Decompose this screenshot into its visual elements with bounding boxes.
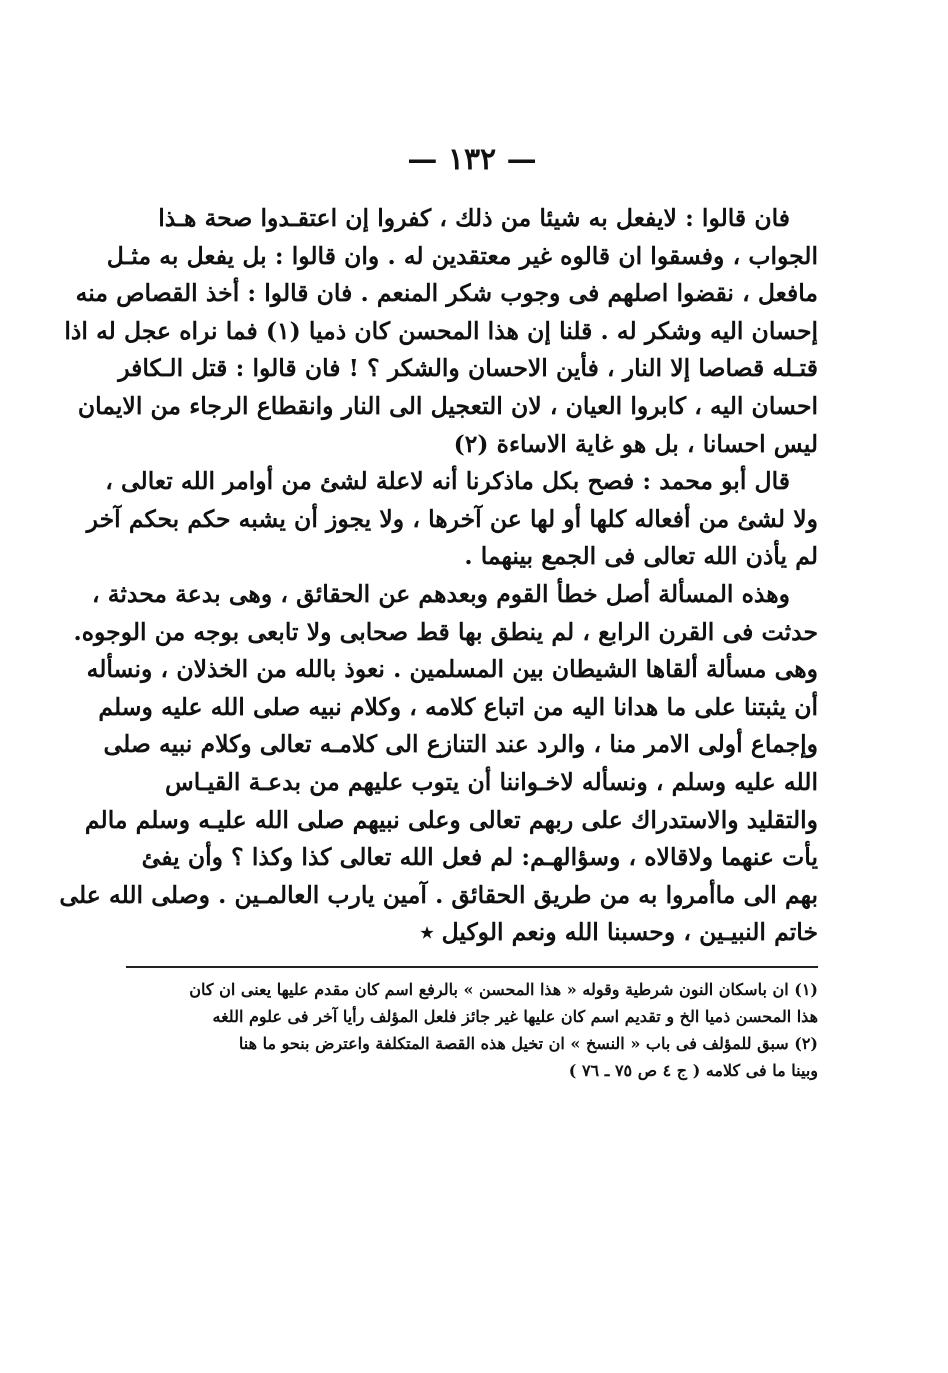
- text-line: يأت عنهما ولاقالاه ، وسؤالهـم: لم فعل الله تعالى كذا وكذا ؟ وأن يفئ: [141, 843, 818, 872]
- footnote-line: (١) ان باسكان النون شرطية وقوله « هذا المحسن » بالرفع اسم كان مقدم عليها يعنى ان كان: [189, 979, 818, 999]
- footnote-line: هذا المحسن ذميا الخ و تقديم اسم كان عليها غير جائز فلعل المؤلف رأيا آخر فى علوم اللغه: [212, 1006, 818, 1026]
- paragraph-1: [64, 200, 818, 463]
- text-line: إحسان اليه وشكر له . قلنا إن هذا المحسن كان ذميا (١) فما نراه عجل له اذا: [64, 316, 818, 345]
- text-line: احسان اليه ، كابروا العيان ، لان التعجيل الى النار وانقطاع الرجاء من الايمان: [77, 391, 818, 420]
- footnotes: [126, 976, 818, 1084]
- footnote-1: [126, 976, 818, 1030]
- text-line: فان قالوا : لايفعل به شيئا من ذلك ، كفروا إن اعتقـدوا صحة هـذا: [158, 204, 790, 232]
- text-line: وإجماع أولى الامر منا ، والرد عند التنازع الى كلامـه تعالى وكلام نبيه صلى: [103, 730, 818, 759]
- footnote-line: وبينا ما فى كلامه ( ج ٤ ص ٧٥ ـ ٧٦ ): [568, 1060, 818, 1080]
- text-line: حدثت فى القرن الرابع ، لم ينطق بها قط صحابى ولا تابعى بوجه من الوجوه.: [73, 617, 818, 646]
- text-line: أن يثبتنا على ما هدانا اليه من اتباع كلامه ، وكلام نبيه صلى الله عليه وسلم: [98, 692, 818, 721]
- text-line: خاتم النبيـين ، وحسبنا الله ونعم الوكيل ٭: [420, 918, 818, 947]
- text-line: قتـله قصاصا إلا النار ، فأين الاحسان والشكر ؟ ! فان قالوا : قتل الـكافر: [118, 354, 818, 383]
- footnote-line: (٢) سبق للمؤلف فى باب « النسخ » ان تخيل هذه القصة المتكلفة واعترض بنحو ما هنا: [238, 1033, 818, 1053]
- text-line: مافعل ، نقضوا اصلهم فى وجوب شكر المنعم . فان قالوا : أخذ القصاص منه: [75, 279, 818, 308]
- text-line: الله عليه وسلم ، ونسأله لاخـواننا أن يتوب عليهم من بدعـة القيـاس: [165, 767, 818, 796]
- text-line: والتقليد والاستدراك على ربهم تعالى وعلى نبيهم صلى الله عليـه وسلم مالم: [84, 805, 818, 834]
- text-line: بهم الى ماأمروا به من طريق الحقائق . آمين يارب العالمـين . وصلى الله على: [59, 880, 818, 909]
- main-text: [59, 200, 818, 952]
- text-line: ولا لشئ من أفعاله كلها أو لها عن آخرها ، ولا يجوز أن يشبه حكم بحكم آخر: [86, 504, 818, 533]
- text-line: قال أبو محمد : فصح بكل ماذكرنا أنه لاعلة لشئ من أوامر الله تعالى ،: [105, 467, 790, 496]
- text-line: لم يأذن الله تعالى فى الجمع بينهما .: [464, 542, 818, 571]
- paragraph-3: [59, 576, 818, 952]
- text-line: وهى مسألة ألقاها الشيطان بين المسلمين . نعوذ بالله من الخذلان ، ونسأله: [86, 655, 818, 684]
- footnote-2: [126, 1030, 818, 1084]
- footnote-divider: [126, 966, 818, 968]
- paragraph-2: [86, 463, 818, 576]
- text-line: الجواب ، وفسقوا ان قالوه غير معتقدين له . وان قالوا : بل يفعل به مثـل: [106, 241, 818, 270]
- page-number: — ١٣٢ —: [407, 142, 537, 177]
- text-line: وهذه المسألة أصل خطأ القوم وبعدهم عن الحقائق ، وهى بدعة محدثة ،: [91, 579, 790, 608]
- text-line: ليس احسانا ، بل هو غاية الاساءة (٢): [453, 429, 818, 458]
